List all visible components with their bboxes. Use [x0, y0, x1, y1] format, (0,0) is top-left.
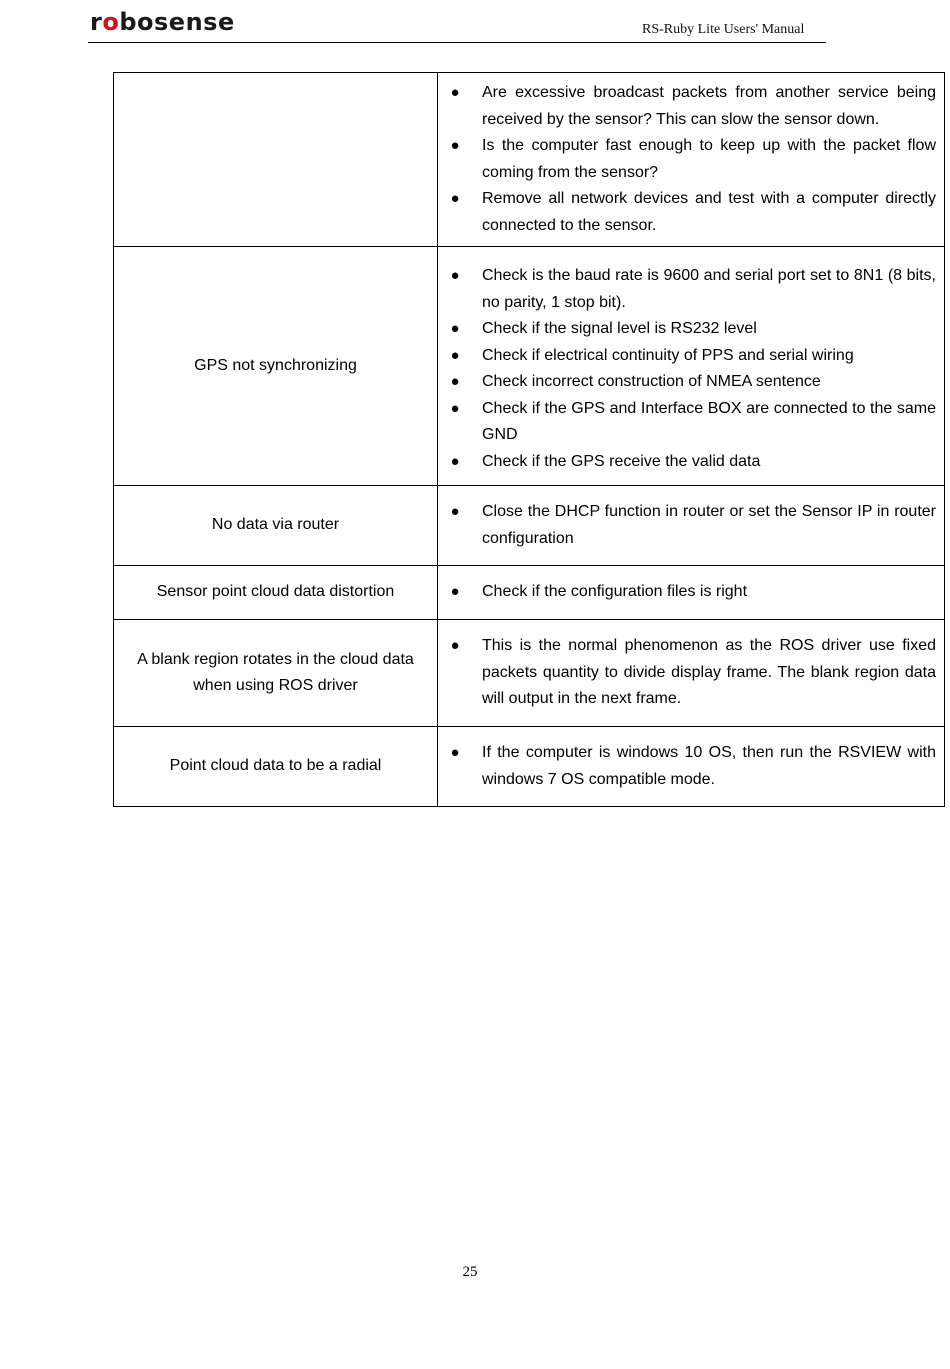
solution-cell — [438, 247, 945, 486]
solution-item: ● Check if electrical continuity of PPS and serial wiring — [438, 343, 936, 370]
problem-cell: A blank region rotates in the cloud data when using ROS driver — [114, 620, 438, 727]
logo-text-r: r — [90, 8, 103, 36]
bullet-icon: ● — [450, 452, 460, 470]
solution-list — [438, 740, 936, 793]
bullet-icon: ● — [450, 84, 460, 101]
table-row — [114, 247, 945, 486]
problem-cell: Point cloud data to be a radial — [114, 727, 438, 807]
solution-item: ● Check if the signal level is RS232 level — [438, 316, 936, 343]
solution-cell — [438, 727, 945, 807]
table-row — [114, 486, 945, 566]
solution-item: ● Check if the GPS and Interface BOX are connected to the same GND — [438, 396, 936, 449]
solution-item: ● Is the computer fast enough to keep up with the packet flow coming from the sensor? — [438, 133, 936, 186]
solution-item: ● Check if the GPS receive the valid data — [438, 449, 936, 476]
table-row — [114, 727, 945, 807]
solution-item: ● Are excessive broadcast packets from another service being received by the sensor? This can slow the sensor down. — [438, 80, 936, 133]
solution-item: ● Close the DHCP function in router or set the Sensor IP in router configuration — [438, 499, 936, 552]
bullet-icon: ● — [450, 267, 460, 284]
solution-cell — [438, 486, 945, 566]
problem-cell — [114, 73, 438, 247]
bullet-icon: ● — [450, 399, 460, 417]
solution-item: ● If the computer is windows 10 OS, then run the RSVIEW with windows 7 OS compatible mode. — [438, 740, 936, 793]
table-row — [114, 620, 945, 727]
solution-item: ● This is the normal phenomenon as the ROS driver use fixed packets quantity to divide display frame. The blank region data will output in the next frame. — [438, 633, 936, 713]
solution-cell — [438, 620, 945, 727]
document-title: RS-Ruby Lite Users' Manual — [642, 22, 805, 37]
solution-list — [438, 499, 936, 552]
solution-item: ● Check if the configuration files is right — [438, 579, 936, 606]
bullet-icon: ● — [450, 744, 460, 761]
problem-cell: GPS not synchronizing — [114, 247, 438, 486]
solution-cell — [438, 566, 945, 620]
solution-list — [438, 633, 936, 713]
problem-cell: No data via router — [114, 486, 438, 566]
logo-text-o: o — [102, 8, 120, 36]
troubleshooting-table — [113, 72, 945, 807]
table-row — [114, 73, 945, 247]
bullet-icon: ● — [450, 583, 460, 601]
bullet-icon: ● — [450, 137, 460, 154]
table-row — [114, 566, 945, 620]
bullet-icon: ● — [450, 503, 460, 520]
bullet-icon: ● — [450, 373, 460, 390]
solution-list — [438, 263, 936, 475]
bullet-icon: ● — [450, 190, 460, 207]
solution-item: ● Check incorrect construction of NMEA sentence — [438, 369, 936, 396]
problem-cell: Sensor point cloud data distortion — [114, 566, 438, 620]
bullet-icon: ● — [450, 637, 460, 655]
solution-list — [438, 80, 936, 239]
solution-item: ● Check is the baud rate is 9600 and serial port set to 8N1 (8 bits, no parity, 1 stop bit). — [438, 263, 936, 316]
solution-item: ● Remove all network devices and test with a computer directly connected to the sensor. — [438, 186, 936, 239]
logo-text-bosense: bosense — [119, 8, 235, 36]
solution-cell — [438, 73, 945, 247]
page-number: 25 — [462, 1264, 478, 1280]
bullet-icon: ● — [450, 320, 460, 337]
robosense-logo — [90, 8, 235, 36]
solution-list — [438, 579, 936, 606]
bullet-icon: ● — [450, 346, 460, 364]
header-divider — [88, 42, 826, 43]
